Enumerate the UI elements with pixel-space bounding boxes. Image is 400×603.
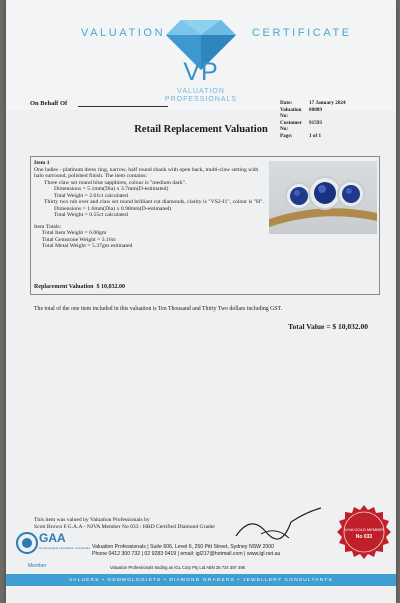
item-line: Three claw set round blue sapphires, colour is "medium dark". [44,179,187,186]
valuation-label: Replacement Valuation [34,284,94,290]
brand-initials: VP [183,58,219,86]
item-box [30,156,380,295]
company-line: Valuation Professionals | Suite 606, Level 6, 250 Pitt Street, Sydney NSW 2000 [92,544,275,550]
phone-line: Phone 0412 300 732 | 02 9283 0419 | email: igl217@hotmail.com | www.igl.net.au [92,551,281,557]
meta-label: Page: [280,132,293,139]
sapphire-ring-image-icon [269,161,377,234]
on-behalf-label: On Behalf Of [30,100,68,107]
item-line: Dimensions = 1.6mm(Dia) x 0.98mm(D-estimated) [54,205,172,212]
meta-value: 17 January 2024 [309,100,346,106]
signature-line-2: Scott Brown F.G.A.A - NJVA Member No 033 : HRD Certified Diamond Grader [34,524,216,530]
member-label: Member [28,563,47,569]
handwritten-signature-icon [231,504,326,544]
item-line: Total Weight = 2.61ct calculated [54,192,128,199]
meta-value: 80089 [309,106,322,113]
gaa-text: GAA [39,531,66,545]
meta-label: Date: [280,100,293,106]
brand-sub-valuation: VALUATION [177,88,225,95]
item-total: Total Item Weight = 6.00gm [42,230,107,236]
total-value: Total Value = $ 10,032.00 [288,322,368,331]
meta-value: 1 of 1 [309,132,322,139]
gaa-subtitle: Gemmological Association of Australia [39,546,90,550]
item-total: Total Gemstone Weight = 3.16ct [42,236,116,243]
njva-gold-member-seal-icon [336,504,392,560]
trading-line: Valuation Professionals trading as IGL Corp Pty Ltd ABN 25 734 397 496 [110,565,246,570]
item-line: Total Weight = 0.55ct calculated [54,212,128,218]
item-line: Dimensions = 5.1mm(Dia) x 3.7mm(D-estimated) [54,186,169,192]
valuation-value: $ 10,032.00 [96,284,126,290]
total-note: The total of the one item included in this valuation is Ten Thousand and Thirty Two dollars including GST. [34,306,283,312]
svg-text:NJVA GOLD MEMBER: NJVA GOLD MEMBER [343,527,385,532]
meta-row-date [280,100,346,107]
item-heading: Item 1 [34,160,50,166]
item-line: Thirty two rub over and claw set round brilliant cut diamonds, clarity is "VS2-I1", colour is "H". [44,199,264,205]
header-title-right: CERTIFICATE [252,27,352,39]
meta-label: Valuation No: [280,106,302,120]
item-totals-heading: Item Totals: [34,223,62,230]
item-description: One ladies - platinum dress ring, narrow, half round shank with open back, multi-claw setting with halo surround, polished finish. The item contains: [34,166,259,179]
footer-bar: VALUERS • GEMMOLOGISTS • DIAMOND GRADERS • JEWELLERY CONSULTANTS [6,574,396,586]
brand-sub-professionals: PROFESSIONALS [164,96,238,103]
document-title: Retail Replacement Valuation [134,124,268,135]
meta-label: Customer No: [280,119,302,133]
contact-block [92,544,280,558]
header-title-left: VALUATION [81,27,166,39]
on-behalf-line [78,106,168,107]
certificate-page [6,0,396,603]
svg-text:No 033: No 033 [355,534,373,540]
item-total: Total Metal Weight = 5.37gm estimated [42,243,133,249]
item-details [34,160,266,250]
ring-photo [269,161,377,234]
signature-line-1: This item was valued by Valuation Professionals by [34,517,150,523]
replacement-valuation [34,284,125,290]
meta-value: 91593 [309,119,322,126]
meta-row-valuation-no [280,107,346,120]
